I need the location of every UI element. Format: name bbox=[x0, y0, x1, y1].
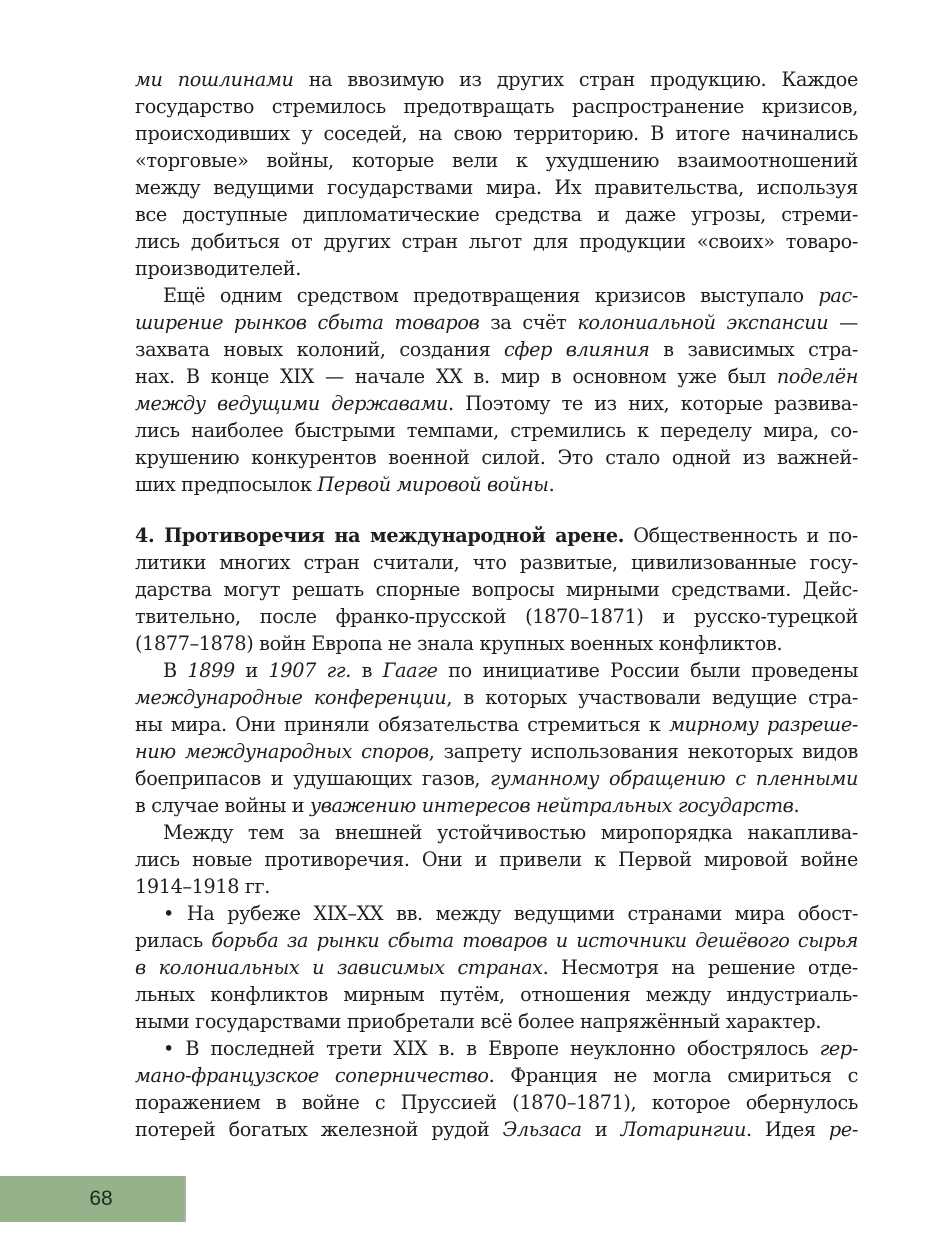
text-run: на ввозимую из других стран продукцию. Каждое bbox=[293, 68, 859, 91]
page-number-bar bbox=[0, 1176, 186, 1222]
paragraph-import-duties bbox=[135, 66, 858, 282]
text-run: льных конфликтов мирным путём, отношения между индустриаль- bbox=[135, 983, 858, 1006]
text-run: ших предпосылок bbox=[135, 473, 318, 496]
text-run: в зависимых стра- bbox=[649, 338, 858, 361]
text-run: . Франция не могла смириться с bbox=[488, 1064, 858, 1087]
section-4-heading-paragraph bbox=[135, 522, 858, 657]
text-run: крушению конкурентов военной силой. Это стало одной из важней- bbox=[135, 446, 858, 469]
paragraph-hague-conferences bbox=[135, 657, 858, 819]
italic-text: Гааге bbox=[382, 659, 438, 682]
text-run: и bbox=[234, 659, 269, 682]
text-line bbox=[135, 657, 858, 684]
text-run: лись новые противоречия. Они и привели к Первой мировой войне bbox=[135, 848, 858, 871]
italic-text: нию международных споров bbox=[135, 740, 429, 763]
text-run: нах. В конце XIX — начале XX в. мир в основном уже был bbox=[135, 365, 777, 388]
text-run: между ведущими государствами мира. Их правительства, используя bbox=[135, 176, 858, 199]
text-line bbox=[135, 873, 858, 900]
text-run: — bbox=[828, 311, 858, 334]
text-run: «торговые» войны, которые вели к ухудшению взаимоотношений bbox=[135, 149, 858, 172]
text-run: поражением в войне с Пруссией (1870–1871), которое обернулось bbox=[135, 1091, 858, 1114]
text-line bbox=[135, 228, 858, 255]
italic-text: международные конференции bbox=[135, 686, 447, 709]
text-line bbox=[135, 66, 858, 93]
text-run: . bbox=[793, 794, 800, 817]
text-line bbox=[135, 684, 858, 711]
text-line bbox=[135, 738, 858, 765]
text-run: происходивших у соседей, на свою территорию. В итоге начинались bbox=[135, 122, 858, 145]
text-run: твительно, после франко-прусской (1870–1871) и русско-турецкой bbox=[135, 605, 858, 628]
italic-text: колониальной экспансии bbox=[577, 311, 829, 334]
text-run: , запрету использования некоторых видов bbox=[428, 740, 858, 763]
text-run: боеприпасов и удушающих газов, bbox=[135, 767, 491, 790]
text-line bbox=[135, 819, 858, 846]
text-line bbox=[135, 93, 858, 120]
italic-text: гер- bbox=[819, 1037, 858, 1060]
paragraph-new-contradictions bbox=[135, 819, 858, 900]
italic-text: Первой мировой войны bbox=[317, 473, 549, 496]
text-run: В bbox=[163, 659, 188, 682]
text-run: ными государствами приобретали всё более напряжённый характер. bbox=[135, 1010, 822, 1033]
text-line bbox=[135, 201, 858, 228]
text-run: лись добиться от других стран льгот для продукции «своих» товаро- bbox=[135, 230, 858, 253]
text-run: . bbox=[548, 473, 555, 496]
text-run: 1914–1918 гг. bbox=[135, 875, 271, 898]
italic-text: поделён bbox=[776, 365, 858, 388]
text-line bbox=[135, 1116, 858, 1143]
text-run: захвата новых колоний, создания bbox=[135, 338, 505, 361]
text-line bbox=[135, 954, 858, 981]
text-line bbox=[135, 576, 858, 603]
italic-text: между ведущими державами bbox=[135, 392, 449, 415]
text-line bbox=[135, 120, 858, 147]
text-run: Общественность и по- bbox=[624, 524, 858, 547]
text-run: . Поэтому те из них, которые развива- bbox=[448, 392, 858, 415]
text-run: Между тем за внешней устойчивостью миропорядка накаплива- bbox=[163, 821, 858, 844]
paragraph-colonial-expansion bbox=[135, 282, 858, 498]
italic-text: 1907 гг. bbox=[268, 659, 351, 682]
text-run: . Идея bbox=[746, 1118, 829, 1141]
text-line bbox=[135, 846, 858, 873]
bullet-markets-struggle bbox=[135, 900, 858, 1035]
text-run: , в которых участвовали ведущие стра- bbox=[446, 686, 859, 709]
text-line bbox=[135, 927, 858, 954]
text-run: в bbox=[351, 659, 383, 682]
text-run: литики многих стран считали, что развитые, цивилизованные госу- bbox=[135, 551, 858, 574]
italic-text: 1899 bbox=[187, 659, 235, 682]
text-run: производителей. bbox=[135, 257, 301, 280]
text-run: в случае войны и bbox=[135, 794, 310, 817]
text-line bbox=[135, 603, 858, 630]
text-line bbox=[135, 282, 858, 309]
text-line bbox=[135, 363, 858, 390]
text-line bbox=[135, 471, 858, 498]
text-line bbox=[135, 522, 858, 549]
text-line bbox=[135, 444, 858, 471]
text-run: по инициативе России были проведены bbox=[437, 659, 859, 682]
italic-text: борьба за рынки сбыта товаров и источники дешёвого сырья bbox=[211, 929, 858, 952]
italic-text: ширение рынков сбыта товаров bbox=[135, 311, 480, 334]
text-line bbox=[135, 900, 858, 927]
italic-text: сфер влияния bbox=[504, 338, 650, 361]
text-run: Ещё одним средством предотвращения кризисов выступало bbox=[163, 284, 819, 307]
text-line bbox=[135, 336, 858, 363]
text-run: (1877–1878) войн Европа не знала крупных военных конфликтов. bbox=[135, 632, 783, 655]
text-line bbox=[135, 309, 858, 336]
italic-text: ре- bbox=[828, 1118, 858, 1141]
text-run: . Несмотря на решение отде- bbox=[542, 956, 858, 979]
text-run: и bbox=[581, 1118, 621, 1141]
italic-text: рас- bbox=[818, 284, 858, 307]
text-run: дарства могут решать спорные вопросы мирными средствами. Дейс- bbox=[135, 578, 858, 601]
section-gap bbox=[135, 498, 858, 522]
text-line bbox=[135, 1089, 858, 1116]
text-run: рилась bbox=[135, 929, 212, 952]
page-body bbox=[135, 66, 858, 1143]
text-line bbox=[135, 1062, 858, 1089]
text-run: ны мира. Они приняли обязательства стремиться к bbox=[135, 713, 670, 736]
italic-text: ми пошлинами bbox=[135, 68, 294, 91]
text-run: лись наиболее быстрыми темпами, стремились к переделу мира, со- bbox=[135, 419, 858, 442]
italic-text: гуманному обращению с пленными bbox=[490, 767, 859, 790]
text-run: потерей богатых железной рудой bbox=[135, 1118, 503, 1141]
text-line bbox=[135, 1008, 858, 1035]
italic-text: Эльзаса bbox=[502, 1118, 582, 1141]
text-line bbox=[135, 765, 858, 792]
text-line bbox=[135, 792, 858, 819]
text-line bbox=[135, 711, 858, 738]
italic-text: мано-французское соперничество bbox=[135, 1064, 489, 1087]
text-line bbox=[135, 630, 858, 657]
text-run: • В последней трети XIX в. в Европе неуклонно обострялось bbox=[163, 1037, 820, 1060]
italic-text: в колониальных и зависимых странах bbox=[135, 956, 543, 979]
italic-text: мирному разреше- bbox=[669, 713, 858, 736]
italic-text: Лотарингии bbox=[620, 1118, 746, 1141]
text-run: государство стремилось предотвращать распространение кризисов, bbox=[135, 95, 858, 118]
bold-text: 4. Противоречия на международной арене. bbox=[135, 524, 625, 547]
text-run: • На рубеже XIX–XX вв. между ведущими странами мира обост- bbox=[163, 902, 858, 925]
text-line bbox=[135, 147, 858, 174]
page-number: 68 bbox=[89, 1187, 113, 1210]
bullet-franco-german-rivalry bbox=[135, 1035, 858, 1143]
text-line bbox=[135, 549, 858, 576]
italic-text: уважению интересов нейтральных государств bbox=[309, 794, 794, 817]
text-line bbox=[135, 981, 858, 1008]
text-line bbox=[135, 255, 858, 282]
text-line bbox=[135, 417, 858, 444]
text-line bbox=[135, 390, 858, 417]
text-line bbox=[135, 174, 858, 201]
text-run: за счёт bbox=[479, 311, 578, 334]
text-run: все доступные дипломатические средства и даже угрозы, стреми- bbox=[135, 203, 858, 226]
text-line bbox=[135, 1035, 858, 1062]
